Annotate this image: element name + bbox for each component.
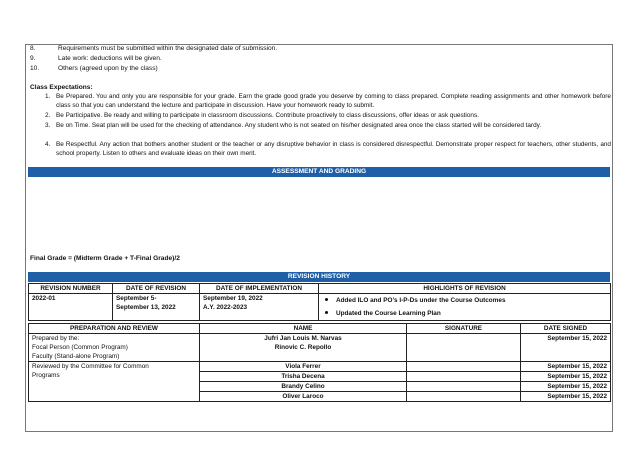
reviewed-line: Reviewed by the Committee for Common — [32, 363, 149, 370]
expectation-text: Be Prepared. You and only you are responsible for your grade. Earn the grade good grade you deserve by coming to class prepared. Complete reading assignments and other homework before class so that you can understand the lecture and participate in discussion. Have your homework ready to submit. — [56, 93, 611, 109]
reviewed-line: Programs — [32, 372, 60, 379]
req-num-9: 9. — [30, 55, 36, 62]
reviewed-by-cell — [29, 362, 200, 402]
reviewer-row — [29, 362, 611, 372]
revision-date-line2: September 13, 2022 — [116, 304, 176, 311]
req-num-10: 10. — [30, 65, 40, 72]
req-text-10: Others (agreed upon by the class) — [58, 65, 158, 72]
revision-history-header: REVISION HISTORY — [28, 272, 610, 282]
signature-cell — [407, 362, 521, 372]
implementation-line1: September 19, 2022 — [203, 295, 263, 302]
col-date-signed: DATE SIGNED — [521, 324, 611, 334]
col-signature: SIGNATURE — [407, 324, 521, 334]
highlight-item — [322, 294, 607, 307]
assessment-header: ASSESSMENT AND GRADING — [28, 167, 610, 177]
revision-row — [29, 294, 611, 321]
signature-cell — [407, 334, 521, 362]
req-text-9: Late work: deductions will be given. — [58, 55, 162, 62]
preparer-name: Rinovic C. Repollo — [274, 344, 332, 351]
highlights-cell — [319, 294, 611, 321]
revision-table — [28, 283, 611, 321]
implementation-dates — [200, 294, 319, 321]
col-date-of-implementation: DATE OF IMPLEMENTATION — [200, 284, 319, 294]
revision-number: 2022-01 — [29, 294, 113, 321]
expectation-text: Be Respectful. Any action that bothers another student or the teacher or any disruptive behavior in class is considered disrespectful. Demonstrate proper respect for teachers, other students, and school property. Listen to others and evaluate ideas on their own merit. — [56, 141, 611, 157]
col-revision-number: REVISION NUMBER — [29, 284, 113, 294]
highlight-text: Updated the Course Learning Plan — [336, 310, 441, 317]
implementation-line2: A.Y. 2022-2023 — [203, 304, 248, 311]
reviewer-date: September 15, 2022 — [521, 392, 611, 402]
preparer-name: Jufri Jan Louis M. Narvas — [264, 335, 342, 342]
signature-cell — [407, 382, 521, 392]
expectation-text: Be Participative. Be ready and willing to participate in classroom discussions. Contribute proactively to class discussions, offer ideas or ask questions. — [56, 112, 479, 119]
highlight-item — [322, 307, 607, 320]
preparation-table — [28, 323, 611, 402]
expectation-item-1 — [45, 92, 615, 110]
expectation-num: 4. — [45, 141, 51, 148]
prepared-by-cell — [29, 334, 200, 362]
expectations-title: Class Expectations: — [30, 84, 93, 91]
req-num-8: 8. — [30, 45, 36, 52]
revision-header-row — [29, 284, 611, 294]
expectation-num: 2. — [45, 112, 51, 119]
prepared-names — [200, 334, 407, 362]
expectation-text: Be on Time. Seat plan will be used for the checking of attendance. Any student who is not seated on his/her designated area once the class started will be considered tardy. — [56, 122, 542, 129]
signature-cell — [407, 392, 521, 402]
reviewer-date: September 15, 2022 — [521, 362, 611, 372]
col-preparation-review: PREPARATION AND REVIEW — [29, 324, 200, 334]
col-name: NAME — [200, 324, 407, 334]
final-grade-formula: Final Grade = (Midterm Grade + T-Final Grade)/2 — [30, 255, 180, 262]
reviewer-date: September 15, 2022 — [521, 372, 611, 382]
revision-date-line1: September 5- — [116, 295, 157, 302]
reviewer-name: Viola Ferrer — [200, 362, 407, 372]
expectation-item-4 — [45, 140, 615, 158]
prepared-row — [29, 334, 611, 362]
highlight-text: Added ILO and PO’s I-P-Ds under the Course Outcomes — [336, 297, 506, 304]
bullet-icon — [325, 298, 328, 301]
revision-dates — [113, 294, 200, 321]
reviewer-name: Trisha Decena — [200, 372, 407, 382]
bullet-icon — [325, 311, 328, 314]
prepared-line: Faculty (Stand-alone Program) — [32, 353, 120, 360]
preparation-header-row — [29, 324, 611, 334]
expectation-item-3 — [45, 121, 615, 139]
prepared-line: Prepared by the: — [32, 335, 80, 342]
expectation-item-2 — [45, 111, 615, 120]
signature-cell — [407, 372, 521, 382]
reviewer-name: Brandy Celino — [200, 382, 407, 392]
reviewer-date: September 15, 2022 — [521, 382, 611, 392]
expectation-num: 1. — [45, 93, 51, 100]
req-text-8: Requirements must be submitted within the designated date of submission. — [58, 45, 278, 52]
prepared-date: September 15, 2022 — [521, 334, 611, 362]
prepared-line: Focal Person (Common Program) — [32, 344, 128, 351]
reviewer-name: Oliver Laroco — [200, 392, 407, 402]
expectation-num: 3. — [45, 122, 51, 129]
col-highlights: HIGHLIGHTS OF REVISION — [319, 284, 611, 294]
col-date-of-revision: DATE OF REVISION — [113, 284, 200, 294]
